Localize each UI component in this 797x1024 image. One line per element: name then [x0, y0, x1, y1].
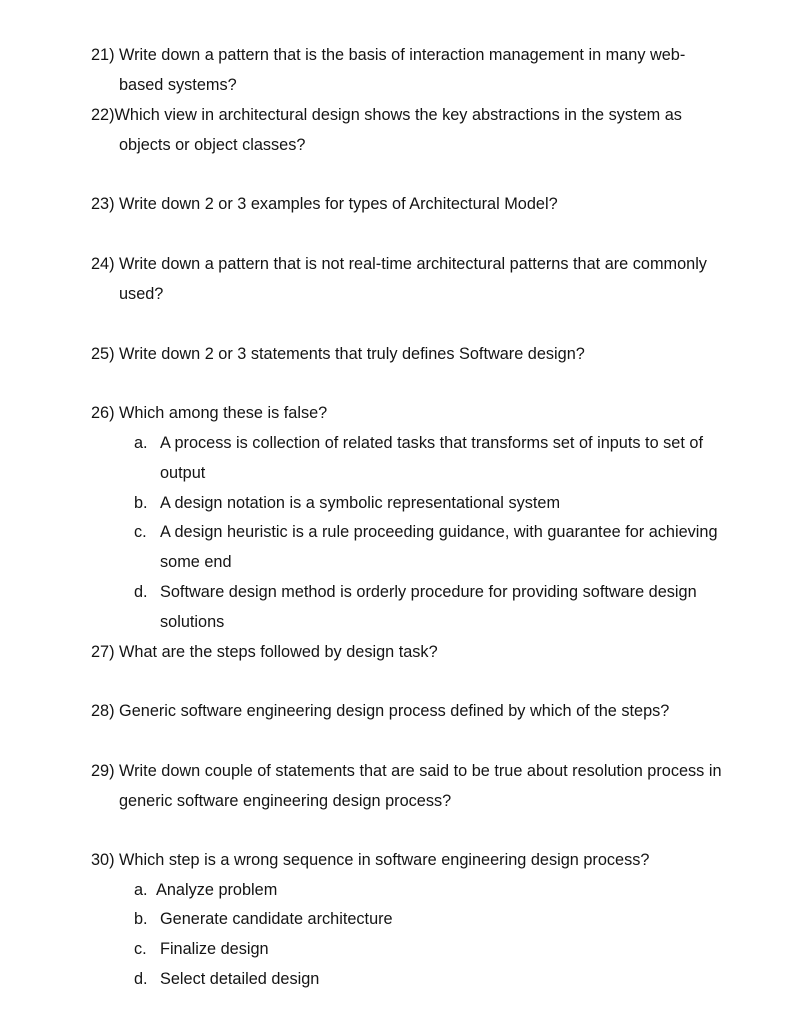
q30-option-marker-c: c. — [134, 940, 147, 958]
question-25-line-1: 25) Write down 2 or 3 statements that truly defines Software design? — [91, 345, 585, 363]
q30-option-marker-a: a. — [134, 881, 148, 899]
q30-option-d: Select detailed design — [160, 970, 320, 988]
q30-option-marker-b: b. — [134, 910, 148, 928]
question-29-line-1: 29) Write down couple of statements that are said to be true about resolution process in — [91, 762, 722, 780]
question-21-line-2: based systems? — [119, 76, 237, 94]
question-28-line-1: 28) Generic software engineering design process defined by which of the steps? — [91, 702, 670, 720]
option-c-line-2: some end — [160, 553, 232, 571]
question-26-line-1: 26) Which among these is false? — [91, 404, 328, 422]
question-23-line-1: 23) Write down 2 or 3 examples for types of Architectural Model? — [91, 195, 558, 213]
question-29-line-2: generic software engineering design process? — [119, 792, 452, 810]
question-22-line-2: objects or object classes? — [119, 136, 306, 154]
option-c-line-1: A design heuristic is a rule proceeding guidance, with guarantee for achieving — [160, 523, 718, 541]
option-marker-a: a. — [134, 434, 148, 452]
question-22-line-1: 22)Which view in architectural design shows the key abstractions in the system as — [91, 106, 682, 124]
question-30-line-1: 30) Which step is a wrong sequence in software engineering design process? — [91, 851, 650, 869]
q30-option-c: Finalize design — [160, 940, 269, 958]
question-21-line-1: 21) Write down a pattern that is the basis of interaction management in many web- — [91, 46, 686, 64]
option-marker-d: d. — [134, 583, 148, 601]
option-a-line-2: output — [160, 464, 206, 482]
q30-option-a: Analyze problem — [156, 881, 278, 899]
option-b-line-1: A design notation is a symbolic representational system — [160, 494, 561, 512]
q30-option-b: Generate candidate architecture — [160, 910, 393, 928]
question-27-line-1: 27) What are the steps followed by design task? — [91, 643, 438, 661]
option-d-line-1: Software design method is orderly procedure for providing software design — [160, 583, 697, 601]
option-d-line-2: solutions — [160, 613, 225, 631]
q30-option-marker-d: d. — [134, 970, 148, 988]
question-24-line-1: 24) Write down a pattern that is not real-time architectural patterns that are commonly — [91, 255, 707, 273]
question-24-line-2: used? — [119, 285, 164, 303]
option-marker-c: c. — [134, 523, 147, 541]
option-marker-b: b. — [134, 494, 148, 512]
option-a-line-1: A process is collection of related tasks that transforms set of inputs to set of — [160, 434, 703, 452]
